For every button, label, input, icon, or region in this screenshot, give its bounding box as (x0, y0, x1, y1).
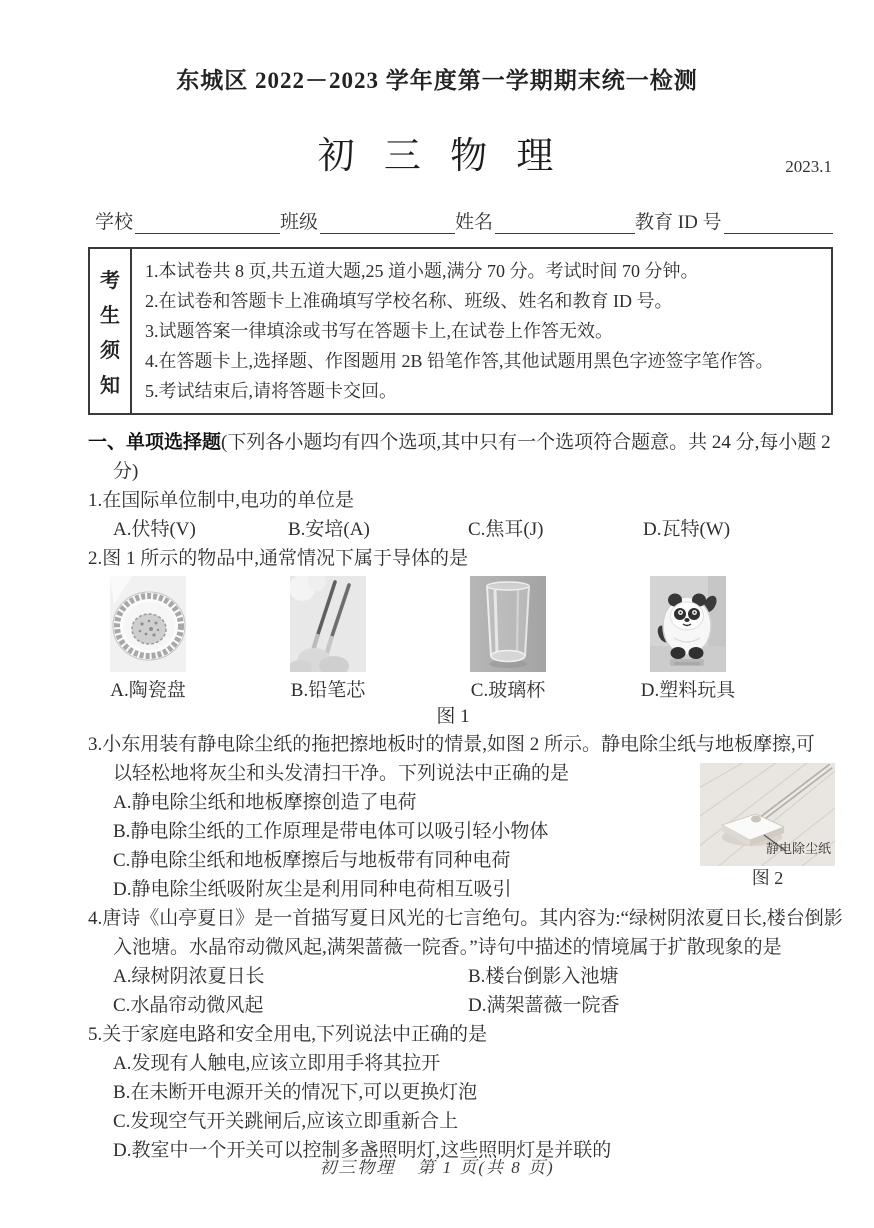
question-1-stem: 1.在国际单位制中,电功的单位是 (88, 490, 355, 511)
name-field (455, 207, 635, 234)
ceramic-plate-image (110, 576, 186, 672)
question-4-option-b: B.楼台倒影入池塘 (468, 966, 619, 987)
figure-1-item-d (628, 576, 748, 703)
question-1-option-c: C.焦耳(J) (468, 519, 544, 540)
notice-items (132, 249, 831, 413)
subject-row (0, 125, 874, 179)
exam-title: 东城区 2022－2023 学年度第一学期期末统一检测 (176, 68, 698, 93)
class-label: 班级 (280, 212, 319, 233)
name-blank-line (495, 211, 635, 234)
figure-2-annotation: 静电除尘纸 (765, 841, 831, 856)
question-5-stem: 5.关于家庭电路和安全用电,下列说法中正确的是 (88, 1024, 488, 1045)
question-1 (88, 486, 858, 544)
edu-id-label: 教育 ID 号 (635, 212, 722, 233)
school-label: 学校 (95, 212, 134, 233)
school-field (95, 207, 280, 234)
figure-2-caption: 图 2 (751, 868, 784, 888)
question-5-option-b: B.在未断开电源开关的情况下,可以更换灯泡 (113, 1082, 478, 1103)
section-title: 一、单项选择题 (88, 432, 222, 453)
notice-box (88, 247, 833, 415)
figure-1-item-a (88, 576, 208, 703)
edu-id-blank-line (724, 211, 833, 234)
question-5-option-c: C.发现空气开关跳闸后,应该立即重新合上 (113, 1111, 459, 1132)
figure-1-label-c: C.玻璃杯 (470, 680, 546, 701)
question-1-option-d: D.瓦特(W) (643, 519, 731, 540)
question-2-stem: 2.图 1 所示的物品中,通常情况下属于导体的是 (88, 548, 469, 569)
question-4-option-c: C.水晶帘动微风起 (113, 995, 264, 1016)
class-field (280, 207, 455, 234)
question-4-option-a: A.绿树阴浓夏日长 (113, 966, 265, 987)
subject-title: 初 三 物 理 (317, 136, 557, 177)
figure-1-label-a: A.陶瓷盘 (110, 680, 186, 701)
notice-char-2: 生 (100, 305, 120, 327)
question-5-option-d: D.教室中一个开关可以控制多盏照明灯,这些照明灯是并联的 (113, 1140, 612, 1161)
figure-1-label-b: B.铅笔芯 (290, 680, 366, 701)
figure-1-label-d: D.塑料玩具 (640, 680, 736, 701)
notice-item-5: 5.考试结束后,请将答题卡交回。 (145, 381, 397, 401)
question-2 (88, 544, 858, 730)
notice-item-3: 3.试题答案一律填涂或书写在答题卡上,在试卷上作答无效。 (145, 321, 613, 341)
question-3-option-a: A.静电除尘纸和地板摩擦创造了电荷 (113, 792, 417, 813)
class-blank-line (320, 211, 455, 234)
page-footer (0, 1153, 874, 1178)
question-4-stem: 4.唐诗《山亭夏日》是一首描写夏日风光的七言绝句。其内容为:“绿树阴浓夏日长,楼台倒影入池塘。水晶帘动微风起,满架蔷薇一院香。”诗句中描述的情境属于扩散现象的是 (88, 908, 843, 958)
notice-char-3: 须 (100, 340, 120, 362)
pencil-lead-image (290, 576, 366, 672)
figure-1-item-c (448, 576, 568, 703)
questions-content (88, 428, 858, 1165)
question-1-options (88, 515, 858, 544)
question-3 (88, 730, 858, 904)
question-1-option-b: B.安培(A) (288, 519, 370, 540)
figure-1-item-b (268, 576, 388, 703)
question-4-option-d: D.满架蔷薇一院香 (468, 995, 620, 1016)
name-label: 姓名 (455, 212, 494, 233)
figure-2 (700, 763, 835, 890)
question-1-option-a: A.伏特(V) (113, 519, 196, 540)
notice-char-1: 考 (100, 270, 120, 292)
section-heading (88, 428, 839, 486)
question-5-options (88, 1049, 858, 1165)
question-4 (88, 904, 858, 1020)
question-5-option-a: A.发现有人触电,应该立即用手将其拉开 (113, 1053, 441, 1074)
notice-side-title (90, 249, 132, 413)
question-4-options (88, 962, 858, 1020)
question-5 (88, 1020, 858, 1165)
notice-item-2: 2.在试卷和答题卡上准确填写学校名称、班级、姓名和教育 ID 号。 (145, 291, 673, 311)
footer-subject: 初三物理 (319, 1158, 396, 1177)
section-desc: (下列各小题均有四个选项,其中只有一个选项符合题意。共 24 分,每小题 2 分) (113, 432, 831, 482)
plastic-panda-toy-image (650, 576, 726, 672)
notice-item-1: 1.本试卷共 8 页,共五道大题,25 道小题,满分 70 分。考试时间 70 分钟。 (145, 261, 699, 281)
question-3-stem: 3.小东用装有静电除尘纸的拖把擦地板时的情景,如图 2 所示。静电除尘纸与地板摩擦,可以轻松地将灰尘和头发清扫干净。下列说法中正确的是 (88, 734, 815, 784)
school-blank-line (135, 211, 280, 234)
figure-1-caption: 图 1 (436, 706, 470, 727)
question-3-option-b: B.静电除尘纸的工作原理是带电体可以吸引轻小物体 (113, 821, 549, 842)
glass-cup-image (470, 576, 546, 672)
figure-1-images (88, 576, 748, 703)
notice-char-4: 知 (100, 375, 120, 397)
edu-id-field (635, 207, 833, 234)
question-3-option-c: C.静电除尘纸和地板摩擦后与地板带有同种电荷 (113, 850, 511, 871)
student-info-row (95, 207, 833, 234)
question-3-option-d: D.静电除尘纸吸附灰尘是利用同种电荷相互吸引 (113, 879, 512, 900)
exam-date: 2023.1 (785, 157, 832, 176)
footer-page-number: 第 1 页(共 8 页) (417, 1158, 555, 1177)
notice-item-4: 4.在答题卡上,选择题、作图题用 2B 铅笔作答,其他试题用黑色字迹签字笔作答。 (145, 351, 774, 371)
